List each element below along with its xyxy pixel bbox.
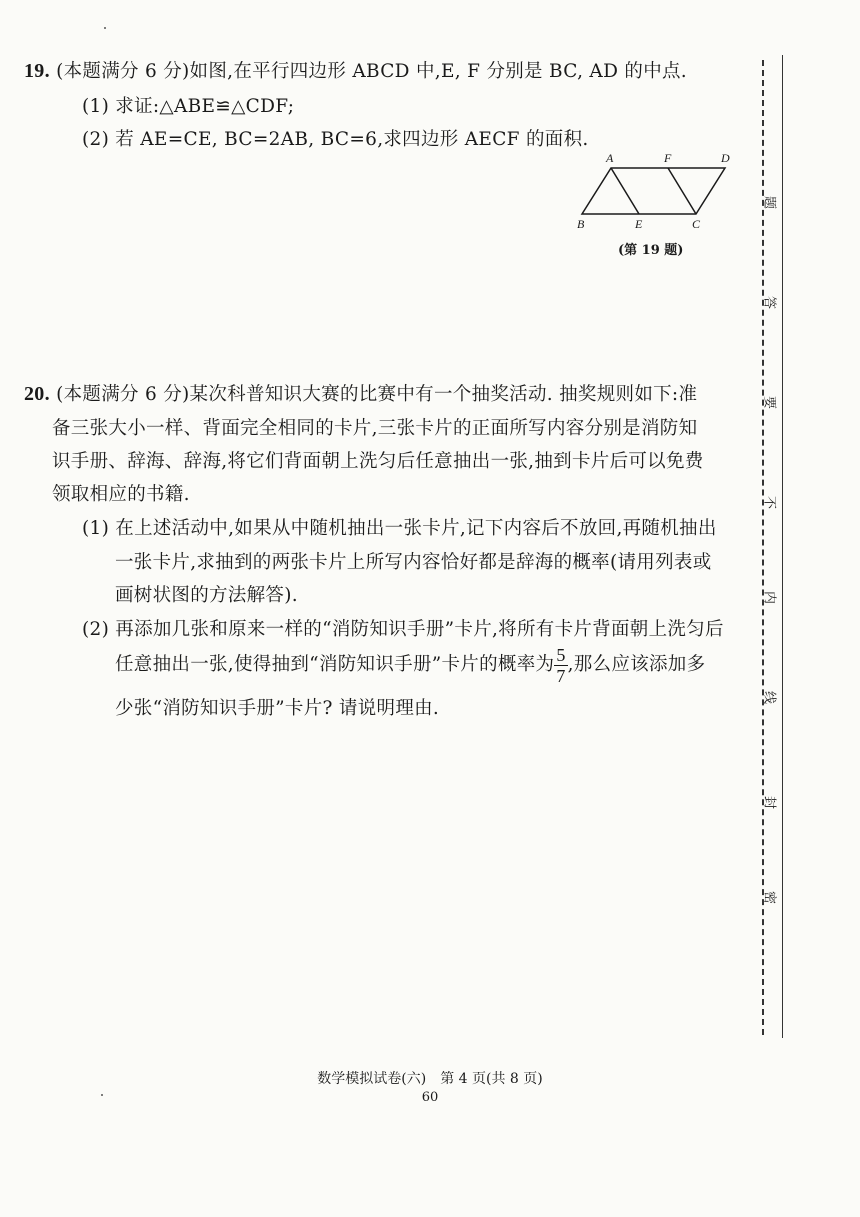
q20-part1-3: 画树状图的方法解答). [115,585,298,606]
segment-fc [668,168,696,214]
label-a: A [606,151,614,165]
q19-line1 [24,57,687,83]
q20-part1-1: (1) 在上述活动中,如果从中随机抽出一张卡片,记下内容后不放回,再随机抽出 [82,518,717,539]
binding-char-3: 要 [761,395,777,409]
label-f: F [664,151,672,165]
segment-ae [611,168,639,214]
scan-dot [104,27,106,29]
footer-title: 数学模拟试卷(六) 第 4 页(共 8 页) [317,1071,543,1087]
q20-part2-3: 少张“消防知识手册”卡片? 请说明理由. [115,698,440,719]
binding-char-6: 线 [761,690,777,704]
q19-part2: (2) 若 AE=CE, BC=2AB, BC=6,求四边形 AECF 的面积. [82,129,589,150]
q20-number: 20. [24,383,50,405]
binding-char-8: 密 [761,890,777,904]
q20-line1 [24,380,697,406]
q20-part2-2 [115,640,705,690]
fraction-numerator: 5 [556,644,566,665]
fraction-denominator: 7 [556,665,566,686]
q19-number: 19. [24,60,50,82]
q20-stem-2: 备三张大小一样、背面完全相同的卡片,三张卡片的正面所写内容分别是消防知 [52,418,698,439]
binding-char-1: 题 [761,195,777,209]
label-e: E [635,217,643,231]
parallelogram-abcd [582,168,725,214]
label-c: C [692,217,701,231]
q20-stem-4: 领取相应的书籍. [52,484,190,505]
q19-stem: (本题满分 6 分)如图,在平行四边形 ABCD 中,E, F 分别是 BC, AD 的中点. [56,61,687,82]
label-b: B [577,217,585,231]
binding-solid-line [782,55,783,1038]
q20-part2-1: (2) 再添加几张和原来一样的“消防知识手册”卡片,将所有卡片背面朝上洗匀后 [82,619,724,640]
label-d: D [721,151,730,165]
q20-stem-1: (本题满分 6 分)某次科普知识大赛的比赛中有一个抽奖活动. 抽奖规则如下:准 [56,384,698,405]
binding-char-4: 不 [761,495,777,509]
binding-char-7: 封 [761,795,777,809]
q19-part1: (1) 求证:△ABE≌△CDF; [82,96,295,117]
q20-stem-3: 识手册、辞海、辞海,将它们背面朝上洗匀后任意抽出一张,抽到卡片后可以免费 [52,451,704,472]
q20-part1-2: 一张卡片,求抽到的两张卡片上所写内容恰好都是辞海的概率(请用列表或 [115,552,712,573]
footer-page-number: 60 [421,1090,439,1105]
q20-part2-2-pre: 任意抽出一张,使得抽到“消防知识手册”卡片的概率为 [115,654,555,675]
binding-char-2: 答 [761,295,777,309]
binding-char-5: 内 [761,590,777,604]
probability-fraction [554,645,567,686]
figure-caption: (第 19 题) [618,243,684,258]
q20-part2-2-post: ,那么应该添加多 [567,654,706,675]
scan-dot [101,1094,103,1096]
